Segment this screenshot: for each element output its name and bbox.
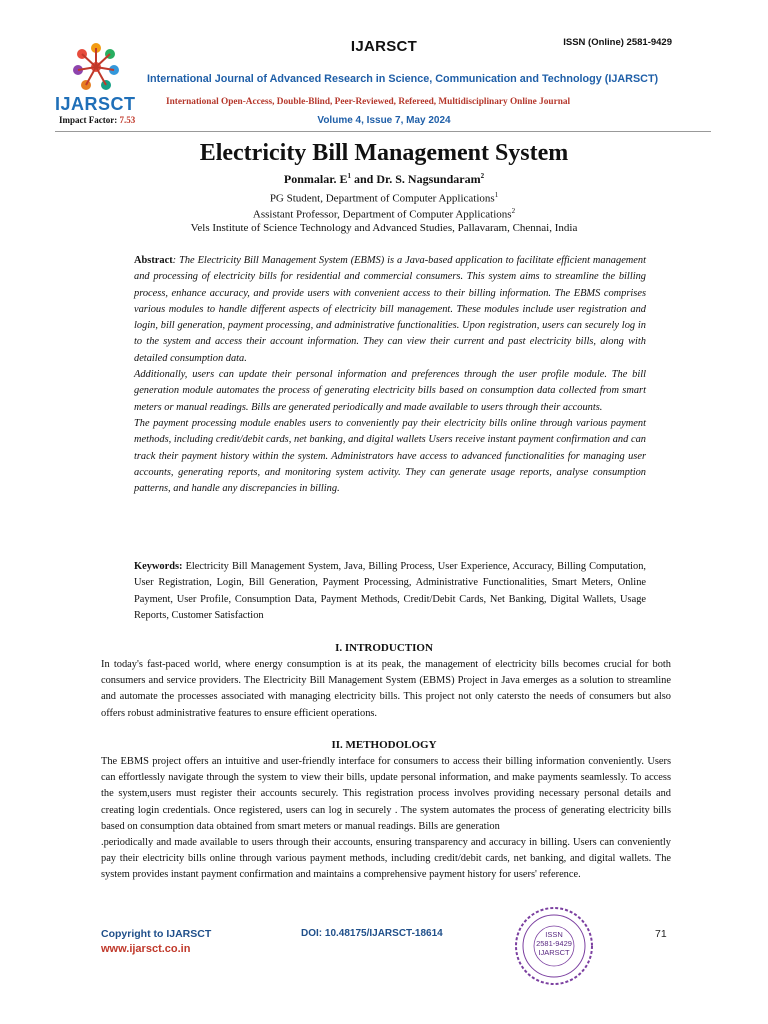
- impact-factor-label: Impact Factor:: [59, 115, 120, 125]
- affiliation-2: [0, 207, 768, 221]
- paper-title: Electricity Bill Management System: [199, 140, 569, 166]
- journal-description: International Open-Access, Double-Blind, Peer-Reviewed, Refereed, Multidisciplinary Online Journal: [166, 97, 571, 107]
- issn: ISSN (Online) 2581-9429: [563, 37, 672, 48]
- volume-issue: Volume 4, Issue 7, May 2024: [317, 115, 451, 126]
- abstract-paragraph-3: The payment processing module enables users to conveniently pay their electricity bills online through various payment methods, including credit/debit cards, net banking, and digital wallets Users receive instant payment confirmation and can track their payment history within the system. Administrators have access to advanced functionalities for managing user accounts, generating reports, and monitoring system activity. They can generate usage reports, analyse consumption patterns, and handle any discrepancies in billing.: [134, 417, 646, 495]
- abstract: [134, 253, 646, 497]
- affiliation-2-sup: 2: [511, 207, 516, 215]
- affiliation-2-text: Assistant Professor, Department of Computer Applications: [252, 208, 512, 221]
- header-divider: [55, 131, 711, 132]
- author-1-sup: 1: [347, 172, 351, 180]
- journal-short-name: IJARSCT: [350, 38, 418, 55]
- affiliation-1-sup: 1: [494, 191, 499, 199]
- seal-line-1: ISSN: [545, 930, 563, 939]
- introduction-paragraph: In today's fast-paced world, where energy consumption is at its peak, the management of electricity bills becomes crucial for both consumers and service providers. The Electricity Bill Management System (EBMS) Project in Java emerges as a solution to streamline and automate the processes associated with managing electricity bills. This project not only catersto the needs of consumers but also offers robust administrative features to ensure efficient operations.: [101, 659, 671, 719]
- section-heading-methodology: II. METHODOLOGY: [331, 739, 437, 751]
- impact-factor-value: 7.53: [119, 115, 136, 125]
- methodology-paragraph-2: .periodically and made available to users through their accounts, ensuring transparency and accuracy in billing. Users can conveniently pay their electricity bills online through various payment methods, including credit/debit cards, net banking, and digital wallets. The system provides instant payment confirmation and maintains a comprehensive payment history for users' reference.: [101, 837, 671, 881]
- logo-text: IJARSCT: [55, 94, 136, 114]
- section-heading-introduction: I. INTRODUCTION: [335, 642, 433, 654]
- footer-copyright: Copyright to IJARSCT: [101, 928, 212, 940]
- issn-seal-text: [513, 930, 595, 957]
- keywords-label: Keywords:: [134, 561, 183, 572]
- footer-website-link[interactable]: www.ijarsct.co.in: [101, 943, 191, 955]
- methodology-paragraph-1: The EBMS project offers an intuitive and user-friendly interface for consumers to access their billing information conveniently. Users can effortlessly navigate through the system to view their bills, update personal information, and make payments seamlessly. To access the system,users must register their accounts securely. This registration process involves providing necessary personal details and creating login credentials. Once registered, users can log in securely . The system automates the process of generating electricity bills based on consumption data obtained from smart meters or manual readings. Bills are generation: [101, 756, 671, 832]
- journal-full-title: International Journal of Advanced Research in Science, Communication and Technology (IJARSCT): [147, 73, 659, 85]
- affiliation-1-text: PG Student, Department of Computer Applications: [269, 192, 495, 205]
- methodology-text: [101, 754, 671, 884]
- affiliation-3: Vels Institute of Science Technology and Advanced Studies, Pallavaram, Chennai, India: [190, 222, 578, 234]
- introduction-text: [101, 657, 671, 722]
- abstract-paragraph-2: Additionally, users can update their personal information and preferences through the user profile module. The bill generation module automates the process of generating electricity bills based on consumption data collected from smart meters or manual readings. Bills are generated periodically and made available to users through their accounts.: [134, 369, 646, 413]
- keywords: [134, 559, 646, 624]
- abstract-text-1: : The Electricity Bill Management System (EBMS) is a Java-based application to facilitate efficient management and processing of electricity bills for residential and commercial consumers. This system aims to streamline the billing process, enhance accuracy, and provide users with convenient access to their billing information. The EBMS comprises various modules to handle different aspects of electricity bill management. These modules include user registration and login, bill generation, payment processing, and administrative functionalities. Upon registration, users can securely log in to the system and access their account information. They can view their current and past electricity bills, along with detailed consumption data.: [134, 255, 646, 364]
- page-number: 71: [655, 928, 667, 940]
- keywords-text: Electricity Bill Management System, Java, Billing Process, User Experience, Accuracy, Billing Computation, User Registration, Login, Bill Generation, Payment Processing, Administrative Functionalities, Smart Meters, Online Payment, User Profile, Consumption Data, Payment Methods, Credit/Debit Cards, Net Banking, Digital Wallets, Usage Reports, Customer Satisfaction: [134, 561, 646, 621]
- seal-line-2: 2581-9429: [536, 939, 572, 948]
- footer-doi: DOI: 10.48175/IJARSCT-18614: [301, 928, 443, 939]
- abstract-paragraph-1: [134, 253, 646, 367]
- author-2: and Dr. S. Nagsundaram: [350, 172, 481, 186]
- abstract-label: Abstract: [134, 255, 173, 266]
- seal-line-3: IJARSCT: [538, 948, 570, 957]
- authors: [0, 172, 768, 187]
- author-2-sup: 2: [480, 172, 485, 180]
- author-1: Ponmalar. E: [283, 172, 348, 186]
- affiliation-1: [0, 191, 768, 205]
